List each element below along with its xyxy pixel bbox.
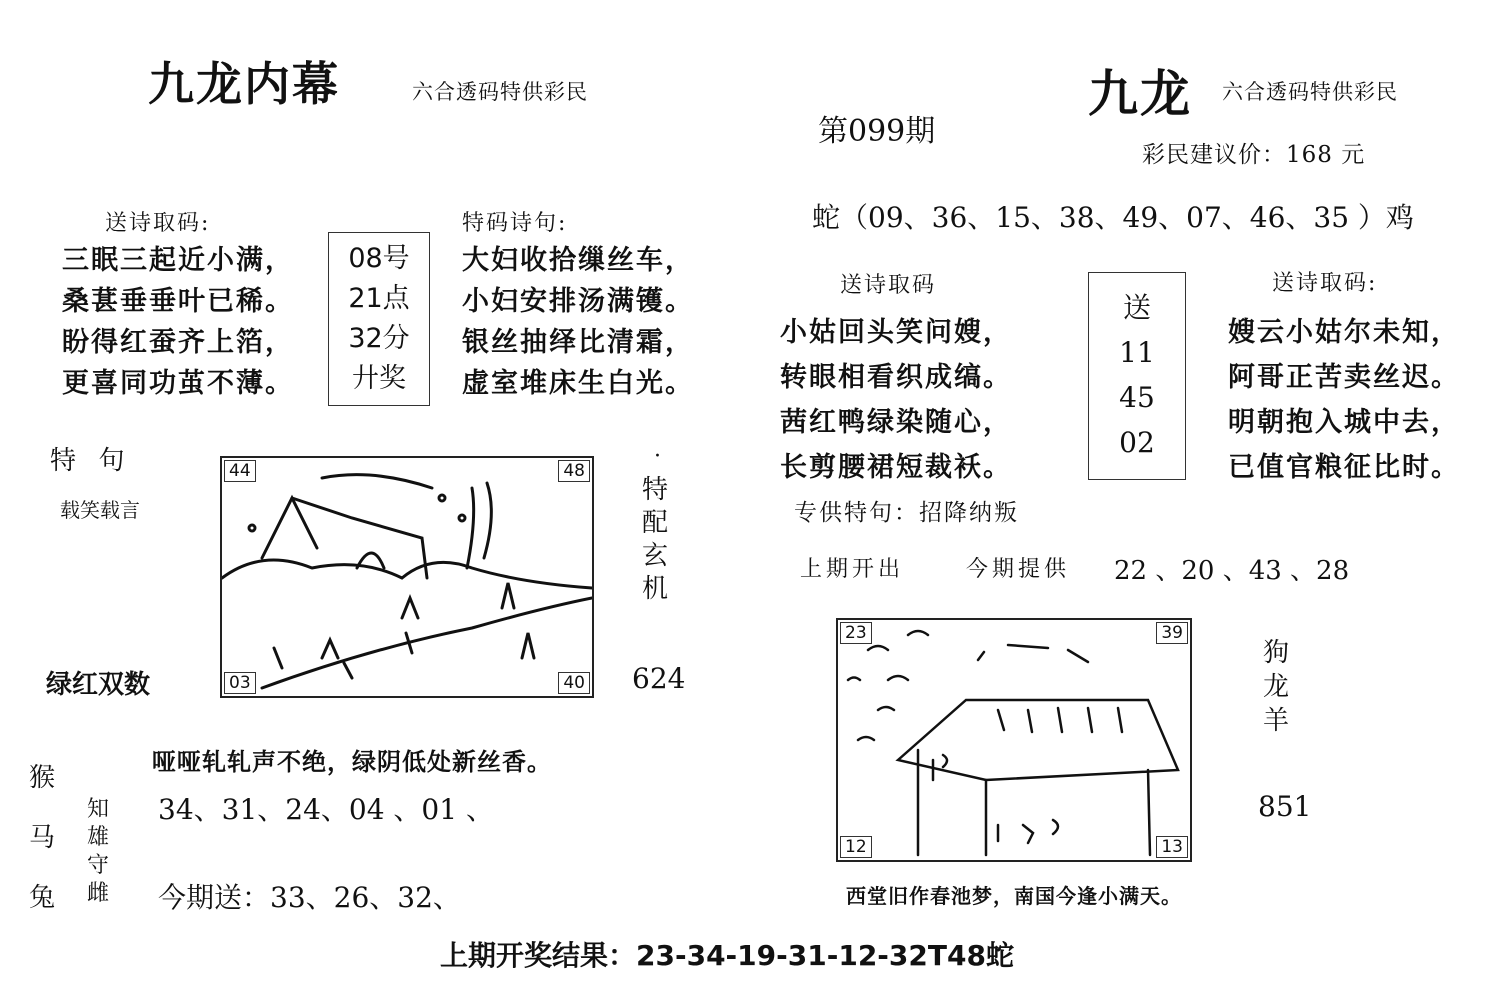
number-624: 624 bbox=[632, 662, 686, 695]
corner-number: 23 bbox=[840, 622, 872, 644]
idiom-vertical bbox=[78, 796, 118, 908]
snake-line: 蛇（09、36、15、38、49、07、46、35 ）鸡 bbox=[812, 201, 1414, 234]
left-sketch bbox=[220, 456, 594, 698]
special-text: 载笑载言 bbox=[60, 498, 140, 522]
animal-char: 羊 bbox=[1262, 706, 1289, 736]
previous-result: 上期开奖结果：23-34-19-31-12-32T48蛇 bbox=[440, 939, 1014, 972]
poem-line: 大妇收拾缫丝车， bbox=[462, 245, 694, 276]
poem-line: 虚室堆床生白光。 bbox=[462, 368, 694, 399]
right-title: 九龙 bbox=[1088, 64, 1192, 123]
box-line: 送 bbox=[1122, 291, 1151, 324]
green-red-label: 绿红双数 bbox=[46, 670, 151, 700]
left-animals bbox=[22, 748, 62, 928]
idiom-char: 雄 bbox=[86, 825, 109, 850]
vertical-char: 机 bbox=[641, 574, 668, 604]
right-animals bbox=[1256, 636, 1296, 738]
poem-line: 转眼相看织成缟。 bbox=[780, 362, 1012, 393]
poem-line: 小姑回头笑问嫂， bbox=[780, 317, 1012, 348]
poem-line: 三眠三起近小满， bbox=[62, 245, 294, 276]
special-label: 特 句 bbox=[50, 446, 127, 476]
poem-line: 桑葚垂垂叶已稀。 bbox=[62, 286, 294, 317]
vertical-char: 玄 bbox=[641, 541, 668, 571]
this-issue-label: 今期提供 bbox=[966, 557, 1071, 582]
vertical-char: 配 bbox=[641, 508, 668, 538]
number-851: 851 bbox=[1258, 790, 1312, 823]
corner-number: 12 bbox=[840, 836, 872, 858]
animal-char: 马 bbox=[28, 823, 55, 853]
box-line: 32分 bbox=[348, 323, 410, 354]
left-title: 九龙内幕 bbox=[148, 57, 340, 111]
corner-number: 03 bbox=[224, 672, 256, 694]
idiom-char: 雌 bbox=[86, 881, 109, 906]
poem-line: 更喜同功茧不薄。 bbox=[62, 368, 294, 399]
house-sketch bbox=[838, 620, 1190, 860]
box-line: 08号 bbox=[348, 243, 410, 274]
left-poem-label: 送诗取码: bbox=[105, 211, 211, 236]
poem-line: 已值官粮征比时。 bbox=[1228, 452, 1460, 483]
corner-number: 40 bbox=[558, 672, 590, 694]
price: 彩民建议价：168 元 bbox=[1142, 142, 1366, 168]
right-poem-label: 送诗取码 bbox=[840, 273, 937, 298]
corner-number: 39 bbox=[1156, 622, 1188, 644]
right-subtitle: 六合透码特供彩民 bbox=[1222, 80, 1398, 104]
box-line: 廾奖 bbox=[352, 363, 406, 394]
this-issue-numbers: 22 、20 、43 、28 bbox=[1114, 556, 1350, 586]
send-line: 今期送：33、26、32、 bbox=[158, 881, 461, 914]
vertical-char: 特 bbox=[641, 475, 668, 505]
poem-line: 明朝抱入城中去， bbox=[1228, 407, 1460, 438]
vertical-special bbox=[635, 474, 675, 606]
left-time-box bbox=[328, 232, 430, 406]
poem-line: 长剪腰裙短裁袄。 bbox=[780, 452, 1012, 483]
house-hills-sketch bbox=[222, 458, 592, 696]
poem-line: 阿哥正苦卖丝迟。 bbox=[1228, 362, 1460, 393]
right-poem bbox=[780, 310, 1012, 490]
poem-line: 嫂云小姑尔未知， bbox=[1228, 317, 1460, 348]
left-code-poem-label: 特码诗句: bbox=[462, 211, 568, 236]
right-poem2-label: 送诗取码: bbox=[1272, 271, 1378, 296]
dot-mark: · bbox=[654, 444, 661, 469]
box-line: 11 bbox=[1119, 336, 1155, 369]
box-line: 45 bbox=[1119, 381, 1155, 414]
issue-number: 第099期 bbox=[818, 114, 936, 149]
corner-number: 48 bbox=[558, 460, 590, 482]
box-line: 02 bbox=[1119, 426, 1155, 459]
send-box bbox=[1088, 272, 1186, 480]
animal-char: 龙 bbox=[1262, 672, 1289, 702]
right-sketch bbox=[836, 618, 1192, 862]
special-line: 专供特句：招降纳叛 bbox=[794, 500, 1019, 526]
poem-line: 盼得红蚕齐上箔， bbox=[62, 327, 294, 358]
animal-char: 狗 bbox=[1262, 638, 1289, 668]
right-poem2 bbox=[1228, 310, 1460, 490]
left-poem bbox=[62, 240, 294, 404]
poem-line: 银丝抽绎比清霜， bbox=[462, 327, 694, 358]
last-issue-label: 上期开出 bbox=[800, 557, 905, 582]
numbers-line: 34、31、24、04 、01 、 bbox=[158, 793, 494, 826]
idiom-char: 守 bbox=[86, 853, 109, 878]
animal-char: 兔 bbox=[28, 883, 55, 913]
poem-line: 茜红鸭绿染随心， bbox=[780, 407, 1012, 438]
animal-char: 猴 bbox=[28, 763, 55, 793]
corner-number: 44 bbox=[224, 460, 256, 482]
right-caption: 西堂旧作春池梦，南国今逢小满天。 bbox=[846, 884, 1182, 908]
box-line: 21点 bbox=[348, 283, 410, 314]
poem-line-bottom: 哑哑轧轧声不绝，绿阴低处新丝香。 bbox=[152, 747, 552, 776]
idiom-char: 知 bbox=[86, 797, 109, 822]
left-subtitle: 六合透码特供彩民 bbox=[412, 80, 588, 104]
corner-number: 13 bbox=[1156, 836, 1188, 858]
poem-line: 小妇安排汤满镬。 bbox=[462, 286, 694, 317]
left-code-poem bbox=[462, 240, 694, 404]
